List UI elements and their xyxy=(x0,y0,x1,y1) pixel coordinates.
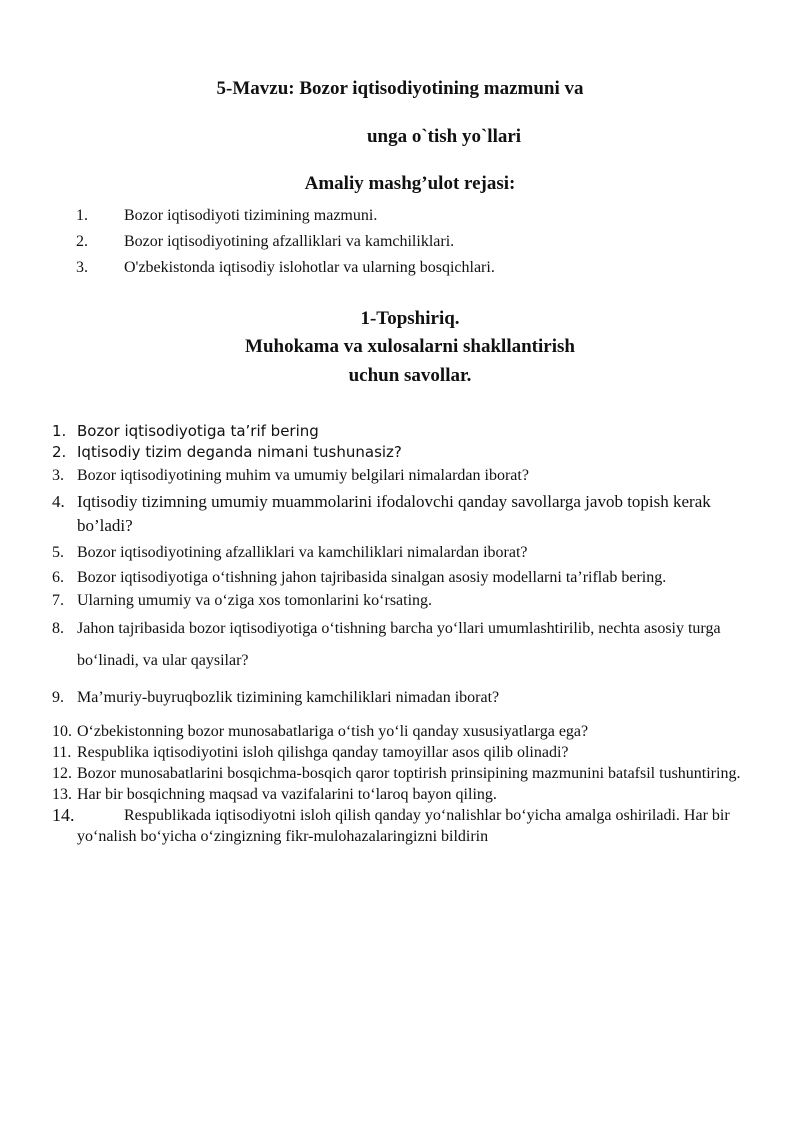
plan-item-text: Bozor iqtisodiyoti tizimining mazmuni. xyxy=(124,207,378,224)
plan-list xyxy=(76,203,495,281)
plan-item-text: O'zbekistonda iqtisodiy islohotlar va ularning bosqichlari. xyxy=(124,259,495,276)
question-item xyxy=(52,567,752,589)
question-item xyxy=(52,613,752,677)
plan-item xyxy=(76,229,495,255)
task-heading-line-3: uchun savollar. xyxy=(348,365,472,386)
question-item xyxy=(52,784,752,805)
question-item xyxy=(52,465,752,486)
question-number: 12. xyxy=(52,765,72,782)
plan-item-number: 1. xyxy=(76,207,88,224)
question-text: Ma’muriy-buyruqbozlik tizimining kamchiliklari nimadan iborat? xyxy=(77,689,500,706)
plan-heading: Amaliy mashg’ulot rejasi: xyxy=(304,173,516,194)
plan-item xyxy=(76,203,495,229)
questions-list xyxy=(52,421,752,847)
question-item xyxy=(52,721,752,742)
question-number: 4. xyxy=(52,492,65,511)
question-item xyxy=(52,687,752,708)
question-text: Oʻzbekistonning bozor munosabatlariga oʻtish yoʻli qanday xususiyatlarga ega? xyxy=(77,723,589,740)
question-number: 9. xyxy=(52,689,64,706)
plan-item-number: 2. xyxy=(76,233,88,250)
question-number: 13. xyxy=(52,786,72,803)
question-item xyxy=(52,421,752,442)
question-number: 11. xyxy=(52,744,72,761)
question-text: Iqtisodiy tizim deganda nimani tushunasiz? xyxy=(77,443,402,461)
question-text: Jahon tajribasida bozor iqtisodiyotiga oʻtishning barcha yoʻllari umumlashtirilib, nechta asosiy turga boʻlinadi, va ular qaysilar? xyxy=(77,620,721,669)
question-text: Bozor iqtisodiyotining afzalliklari va kamchiliklari nimalardan iborat? xyxy=(77,544,528,561)
question-number: 14. xyxy=(52,805,75,825)
plan-item-number: 3. xyxy=(76,259,88,276)
question-item xyxy=(52,442,752,463)
question-number: 8. xyxy=(52,620,64,637)
question-text: Har bir bosqichning maqsad va vazifalarini toʻlaroq bayon qiling. xyxy=(77,786,497,803)
question-item xyxy=(52,763,752,784)
question-text: Iqtisodiy tizimning umumiy muammolarini ifodalovchi qanday savollarga javob topish kerak bo’ladi? xyxy=(77,492,711,535)
plan-item-text: Bozor iqtisodiyotining afzalliklari va kamchiliklari. xyxy=(124,233,455,250)
question-number: 7. xyxy=(52,592,64,609)
plan-item xyxy=(76,255,495,281)
question-number: 1. xyxy=(52,422,67,440)
question-text: Respublikada iqtisodiyotni isloh qilish qanday yoʻnalishlar boʻyicha amalga oshiriladi. Har bir yoʻnalish boʻyicha oʻzingizning fikr-mulohazalaringizni bildirin xyxy=(77,807,730,845)
question-text: Bozor iqtisodiyotiga oʻtishning jahon tajribasida sinalgan asosiy modellarni ta’riflab bering. xyxy=(77,569,667,586)
question-item xyxy=(52,542,752,563)
question-number: 5. xyxy=(52,544,64,561)
title-line-2: unga o`tish yo`llari xyxy=(366,126,522,147)
task-heading-line-1: 1-Topshiriq. xyxy=(360,308,460,329)
title-line-1: 5-Mavzu: Bozor iqtisodiyotining mazmuni va xyxy=(216,78,584,99)
question-text: Bozor iqtisodiyotiga ta’rif bering xyxy=(77,422,319,440)
question-text: Bozor iqtisodiyotining muhim va umumiy belgilari nimalardan iborat? xyxy=(77,467,529,484)
question-number: 6. xyxy=(52,569,64,586)
question-number: 10. xyxy=(52,723,72,740)
question-item xyxy=(52,590,752,611)
question-item xyxy=(52,742,752,763)
question-item xyxy=(52,490,752,538)
question-number: 3. xyxy=(52,467,64,484)
question-item xyxy=(52,805,752,847)
question-text: Bozor munosabatlarini bosqichma-bosqich qaror toptirish prinsipining mazmunini batafsil tushuntiring. xyxy=(77,765,741,782)
question-text: Respublika iqtisodiyotini isloh qilishga qanday tamoyillar asos qilib olinadi? xyxy=(77,744,569,761)
question-text: Ularning umumiy va oʻziga xos tomonlarini koʻrsating. xyxy=(77,592,433,609)
question-number: 2. xyxy=(52,443,67,461)
task-heading-line-2: Muhokama va xulosalarni shakllantirish xyxy=(245,336,575,357)
